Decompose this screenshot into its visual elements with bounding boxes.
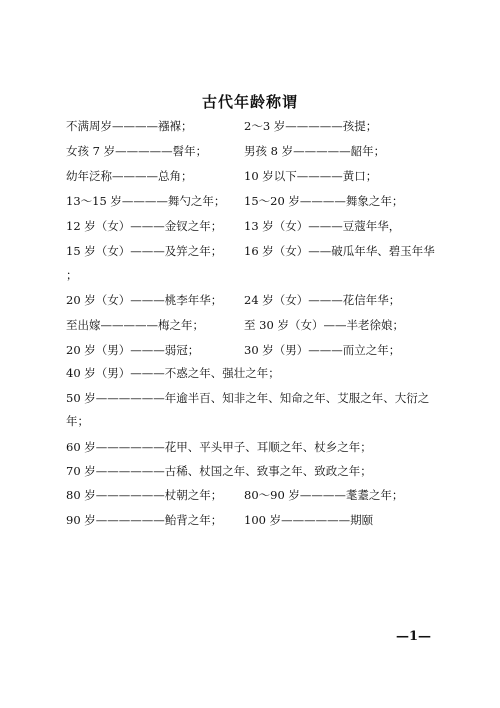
list-item-left: 13～15 岁————舞勺之年；: [66, 194, 226, 208]
list-item: [66, 241, 446, 261]
list-item-left: 12 岁（女）———金钗之年；: [66, 219, 223, 233]
list-item-left: 至出嫁—————梅之年；: [66, 318, 204, 332]
list-item-text: 年；: [66, 414, 89, 428]
list-item-text: 50 岁——————年逾半百、知非之年、知命之年、艾服之年、大衍之: [66, 391, 430, 405]
list-item-left: 20 岁（男）———弱冠；: [66, 343, 200, 357]
list-item-right: 至 30 岁（女）——半老徐娘；: [244, 318, 404, 332]
list-item: [66, 461, 446, 481]
page-title: 古代年龄称谓: [201, 93, 298, 111]
list-item: [66, 315, 446, 335]
list-item: [66, 116, 446, 136]
list-item-right: 30 岁（男）———而立之年；: [244, 343, 401, 357]
list-item: [66, 141, 446, 161]
list-item: [66, 216, 446, 236]
list-item-left: 15 岁（女）———及笄之年；: [66, 244, 223, 258]
page-number: —1—: [396, 629, 432, 644]
list-item-left: 女孩 7 岁—————髫年；: [66, 144, 208, 158]
list-item-right: 24 岁（女）———花信年华；: [244, 293, 401, 307]
list-item-text: 60 岁——————花甲、平头甲子、耳顺之年、杖乡之年；: [66, 440, 372, 454]
list-item-left: 90 岁——————鲐背之年；: [66, 513, 223, 527]
list-item: [66, 166, 446, 186]
list-item-left: 幼年泛称————总角；: [66, 169, 193, 183]
list-item: [66, 265, 446, 285]
list-item-text: 40 岁（男）———不惑之年、强壮之年；: [66, 366, 280, 380]
list-item: [66, 191, 446, 211]
list-item: [66, 437, 446, 457]
list-item-left: 20 岁（女）———桃李年华；: [66, 293, 223, 307]
list-item-text: ；: [66, 268, 78, 282]
list-item: [66, 340, 446, 360]
list-item-left: 不满周岁————襁褓；: [66, 119, 193, 133]
list-item-right: 15～20 岁————舞象之年；: [244, 194, 404, 208]
list-item: [66, 363, 446, 383]
list-item-text: 70 岁——————古稀、杖国之年、致事之年、致政之年；: [66, 464, 372, 478]
list-item: [66, 485, 446, 505]
list-item-right: 男孩 8 岁—————龆年；: [244, 144, 386, 158]
list-item-left: 80 岁——————杖朝之年；: [66, 488, 223, 502]
list-item-right: 16 岁（女）——破瓜年华、碧玉年华: [244, 244, 435, 258]
list-item-right: 10 岁以下————黄口；: [244, 169, 378, 183]
list-item-right: 13 岁（女）———豆蔻年华，: [244, 219, 401, 233]
list-item: [66, 388, 446, 408]
list-item-right: 80～90 岁————耄耋之年；: [244, 488, 404, 502]
list-item: [66, 290, 446, 310]
list-item-right: 2～3 岁—————孩提；: [244, 119, 378, 133]
list-item: [66, 510, 446, 530]
list-item: [66, 411, 446, 431]
list-item-right: 100 岁——————期颐: [244, 513, 374, 527]
